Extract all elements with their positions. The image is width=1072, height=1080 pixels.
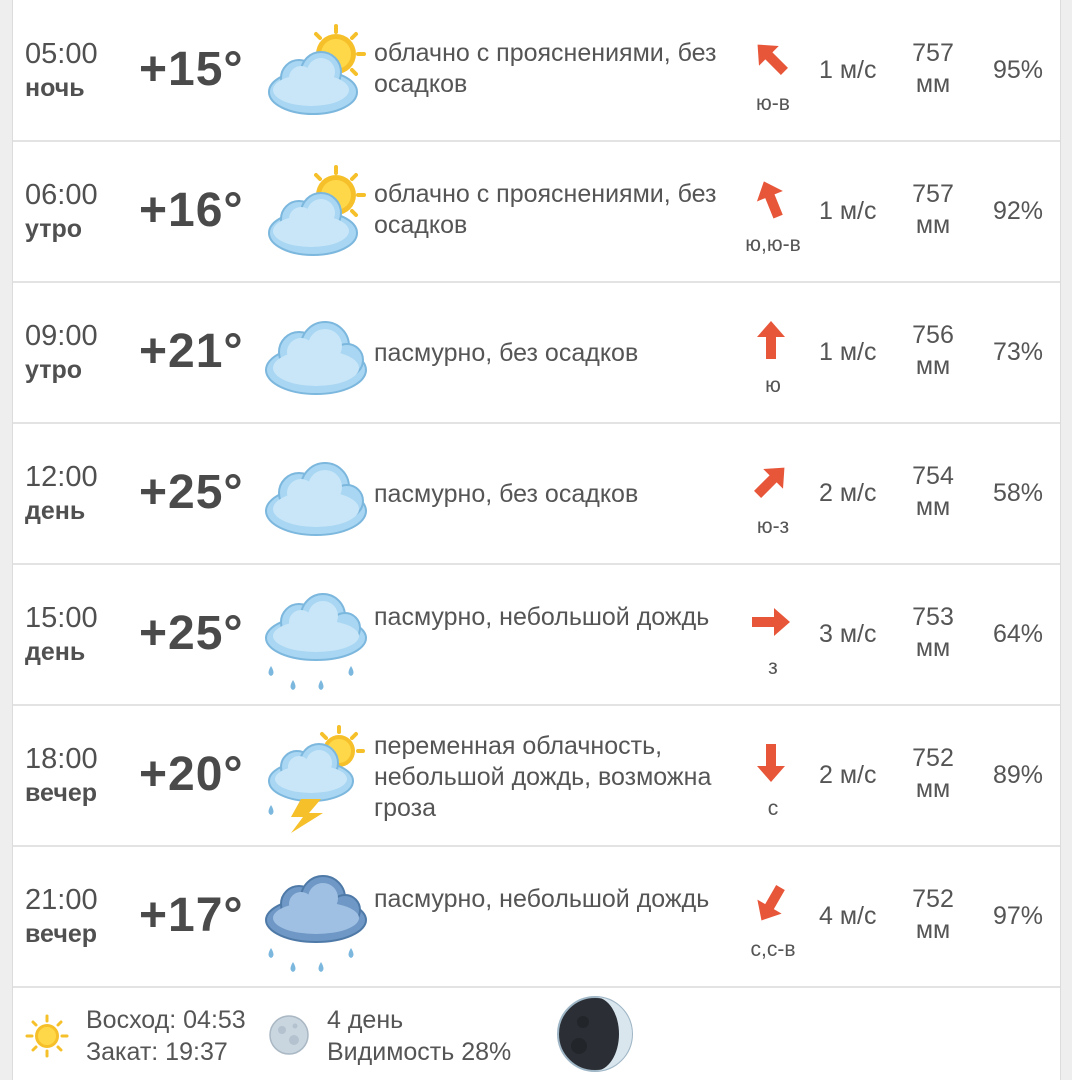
moon-day-text: 4 день — [327, 1006, 404, 1034]
wind-arrow-icon — [741, 874, 801, 934]
wind-arrow-icon — [740, 450, 802, 512]
forecast-row — [13, 0, 1060, 142]
wind-direction: ю,ю-в — [745, 233, 801, 256]
row-description: пасмурно, без осадков — [374, 480, 639, 508]
row-description: облачно с прояснениями, без осадков — [374, 180, 717, 239]
sunrise-text: Восход: 04:53 — [86, 1006, 246, 1034]
row-time: 18:00 — [25, 743, 98, 775]
pressure-unit: мм — [915, 634, 951, 662]
row-period: ночь — [25, 74, 85, 102]
wind-speed: 2 м/с — [819, 479, 877, 507]
pressure-value: 757 — [912, 39, 954, 67]
row-time: 12:00 — [25, 461, 98, 493]
wind-speed: 3 м/с — [819, 620, 877, 648]
row-description: облачно с прояснениями, без осадков — [374, 39, 717, 98]
pressure-value: 756 — [912, 321, 954, 349]
overcast-icon — [261, 302, 371, 412]
wind-direction: с — [767, 797, 779, 820]
pressure-unit: мм — [915, 916, 951, 944]
forecast-row — [13, 141, 1060, 283]
rain-cloud-icon — [261, 584, 371, 694]
wind-direction: ю — [765, 374, 781, 397]
moon-phase-icon — [555, 994, 635, 1074]
row-time: 09:00 — [25, 320, 98, 352]
row-period: утро — [25, 356, 82, 384]
wind-direction: ю-в — [756, 92, 790, 115]
wind-direction: з — [768, 656, 778, 679]
humidity: 64% — [992, 620, 1043, 648]
pressure — [893, 602, 973, 664]
pressure-unit: мм — [915, 352, 951, 380]
row-period: день — [25, 638, 86, 666]
row-time: 15:00 — [25, 602, 98, 634]
wind-arrow-icon — [740, 27, 802, 89]
row-temperature: +25° — [139, 607, 244, 660]
humidity: 95% — [992, 56, 1043, 84]
wind-direction: ю-з — [756, 515, 790, 538]
row-temperature: +25° — [139, 466, 244, 519]
moon-visibility-text: Видимость 28% — [327, 1038, 512, 1066]
wind-arrow-icon — [749, 741, 793, 785]
humidity: 97% — [992, 902, 1043, 930]
forecast-row — [13, 564, 1060, 706]
row-description: пасмурно, небольшой дождь — [374, 603, 710, 631]
overcast-icon — [261, 443, 371, 553]
row-temperature: +20° — [139, 748, 244, 801]
wind-speed: 2 м/с — [819, 761, 877, 789]
humidity: 89% — [992, 761, 1043, 789]
sunset-text: Закат: 19:37 — [86, 1038, 228, 1066]
pressure — [893, 320, 973, 382]
row-description: переменная облачность, небольшой дождь, возможна гроза — [374, 732, 712, 822]
partly-cloudy-icon — [261, 20, 371, 130]
pressure-unit: мм — [915, 493, 951, 521]
row-period: утро — [25, 215, 82, 243]
moon-phase-small-icon — [268, 1014, 310, 1056]
row-temperature: +21° — [139, 325, 244, 378]
humidity: 73% — [992, 338, 1043, 366]
row-period: вечер — [25, 920, 98, 948]
partly-cloudy-icon — [261, 161, 371, 271]
dark-rain-cloud-icon — [261, 866, 371, 976]
pressure-unit: мм — [915, 775, 951, 803]
forecast-row — [13, 846, 1060, 988]
row-description: пасмурно, без осадков — [374, 339, 639, 367]
row-time: 21:00 — [25, 884, 98, 916]
wind-speed: 1 м/с — [819, 197, 877, 225]
pressure — [893, 179, 973, 241]
forecast-card — [12, 0, 1061, 1080]
wind-arrow-icon — [749, 600, 793, 644]
humidity: 58% — [992, 479, 1043, 507]
sun-moon-footer — [13, 984, 1060, 1080]
pressure-value: 752 — [912, 744, 954, 772]
row-temperature: +16° — [139, 184, 244, 237]
forecast-row — [13, 705, 1060, 847]
wind-direction: с,с-в — [750, 938, 796, 961]
wind-speed: 1 м/с — [819, 338, 877, 366]
row-description: пасмурно, небольшой дождь — [374, 885, 710, 913]
humidity: 92% — [992, 197, 1043, 225]
row-period: день — [25, 497, 86, 525]
forecast-row — [13, 423, 1060, 565]
wind-arrow-icon — [742, 170, 799, 227]
wind-arrow-icon — [749, 318, 793, 362]
pressure — [893, 38, 973, 100]
row-period: вечер — [25, 779, 98, 807]
thunder-sun-cloud-icon — [261, 725, 371, 835]
forecast-row — [13, 282, 1060, 424]
pressure-value: 753 — [912, 603, 954, 631]
pressure — [893, 461, 973, 523]
sun-icon — [25, 1014, 69, 1058]
row-temperature: +17° — [139, 889, 244, 942]
wind-speed: 1 м/с — [819, 56, 877, 84]
pressure-value: 757 — [912, 180, 954, 208]
row-temperature: +15° — [139, 43, 244, 96]
row-time: 05:00 — [25, 38, 98, 70]
pressure-value: 754 — [912, 462, 954, 490]
pressure-unit: мм — [915, 211, 951, 239]
pressure-unit: мм — [915, 70, 951, 98]
pressure — [893, 743, 973, 805]
pressure-value: 752 — [912, 885, 954, 913]
pressure — [893, 884, 973, 946]
wind-speed: 4 м/с — [819, 902, 877, 930]
row-time: 06:00 — [25, 179, 98, 211]
